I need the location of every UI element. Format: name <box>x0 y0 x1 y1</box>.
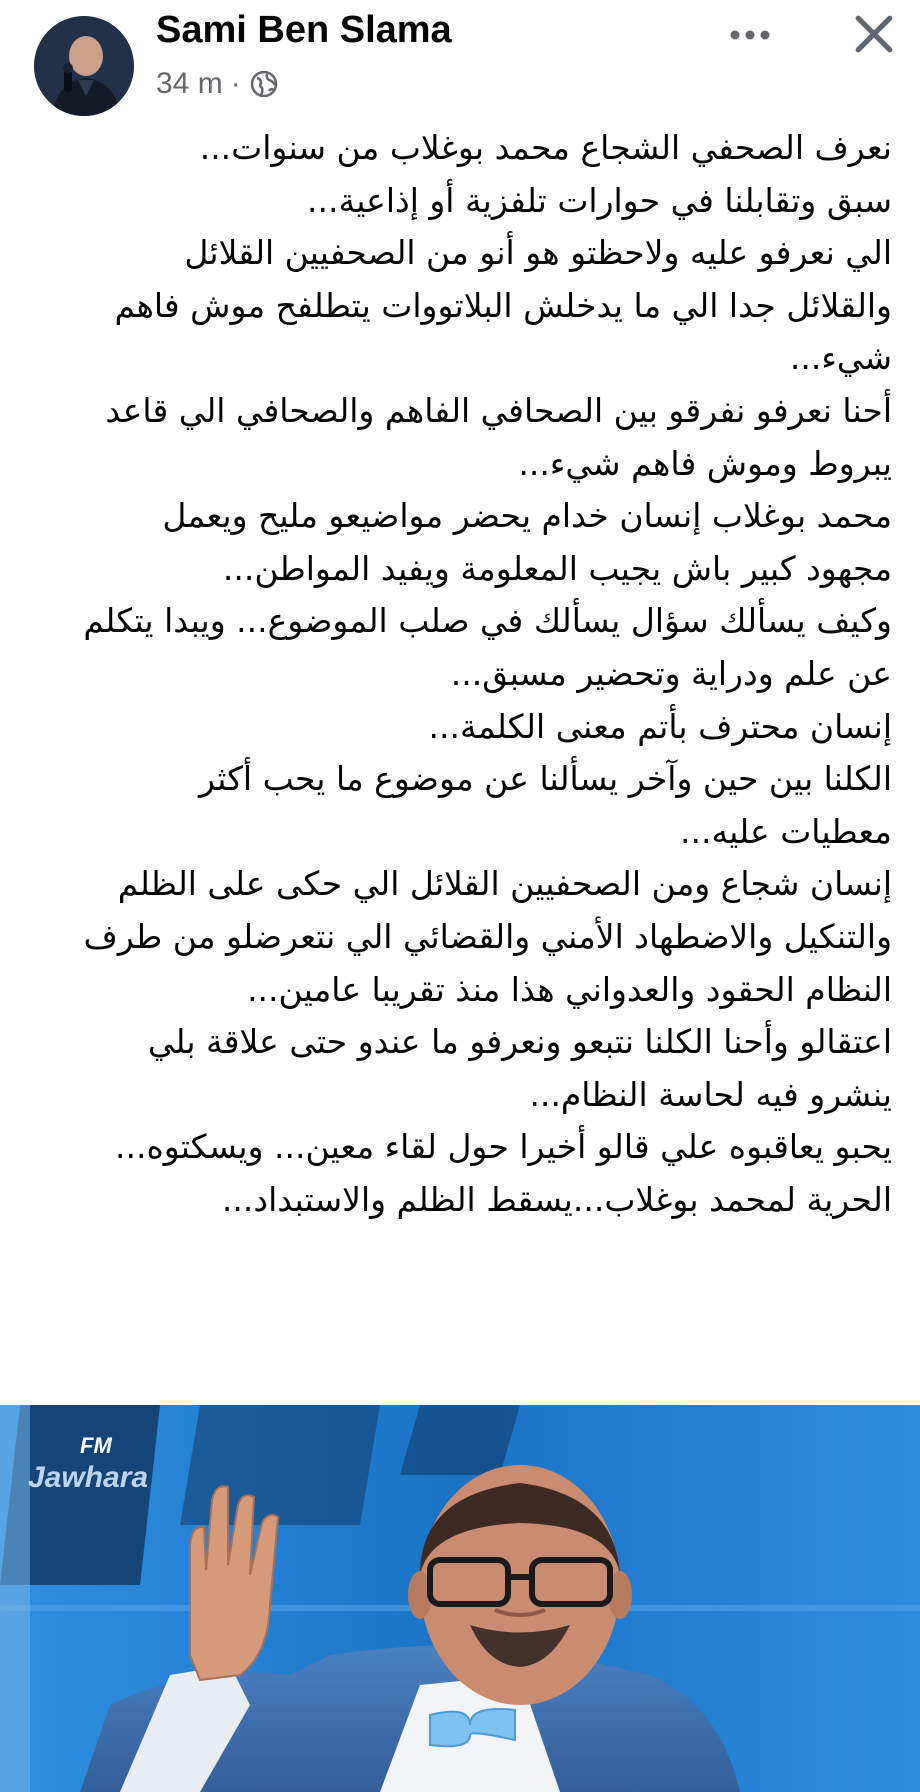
close-button[interactable] <box>844 4 904 64</box>
post-line: الحرية لمحمد بوغلاب...يسقط الظلم والاستبداد... <box>221 1179 892 1219</box>
post-line: شيء... <box>789 338 892 378</box>
more-options-button[interactable] <box>720 10 780 60</box>
post-line: سبق وتقابلنا في حوارات تلفزية أو إذاعية... <box>307 180 892 220</box>
post-photo[interactable] <box>0 1405 920 1792</box>
post-line: النظام الحقود والعدواني هذا منذ تقريبا عامين... <box>247 969 892 1009</box>
post-line: مجهود كبير باش يجيب المعلومة ويفيد المواطن... <box>222 548 892 588</box>
post-line: الي نعرفو عليه ولاحظتو هو أنو من الصحفيين القلائل <box>184 233 892 273</box>
post-header <box>0 0 920 120</box>
close-icon <box>853 13 895 55</box>
post-line: يحبو يعاقبوه علي قالو أخيرا حول لقاء معين... ويسكتوه... <box>114 1127 892 1167</box>
post-line: اعتقالو وأحنا الكلنا نتبعو ونعرفو ما عندو حتى علاقة بلي <box>147 1022 892 1062</box>
post-line: محمد بوغلاب إنسان خدام يحضر مواضيعو مليح ويعمل <box>162 496 892 536</box>
meta-separator: · <box>230 67 241 100</box>
watermark-fm: FM <box>80 1433 112 1458</box>
post-line: إنسان محترف بأتم معنى الكلمة... <box>428 706 892 746</box>
post-timestamp[interactable]: 34 m <box>156 67 223 100</box>
post-line: أحنا نعرفو نفرقو بين الصحافي الفاهم والصحافي الي قاعد <box>105 390 892 430</box>
globe-icon[interactable] <box>249 69 279 99</box>
post-line: وكيف يسألك سؤال يسألك في صلب الموضوع... ويبدا يتكلم <box>83 601 892 641</box>
post-line: معطيات عليه... <box>680 811 892 851</box>
post-line: يبروط وموش فاهم شيء... <box>518 443 892 483</box>
author-name[interactable]: Sami Ben Slama <box>156 9 452 51</box>
post-line: إنسان شجاع ومن الصحفيين القلائل الي حكى على الظلم <box>117 864 892 904</box>
author-avatar[interactable] <box>34 16 134 116</box>
photo-illustration <box>0 1405 920 1792</box>
post-line: والتنكيل والاضطهاد الأمني والقضائي الي نتعرضلو من طرف <box>83 916 892 956</box>
post-meta <box>156 64 279 104</box>
avatar-portrait <box>34 16 134 116</box>
post-line: عن علم ودراية وتحضير مسبق... <box>450 653 892 693</box>
watermark-jawhara: Jawhara <box>28 1461 149 1494</box>
post-line: ينشرو فيه لحاسة النظام... <box>529 1074 892 1114</box>
post-line: نعرف الصحفي الشجاع محمد بوغلاب من سنوات... <box>199 128 892 167</box>
post-text <box>30 122 892 1226</box>
post-line: والقلائل جدا الي ما يدخلش البلاتووات يتطلفح موش فاهم <box>114 285 892 325</box>
more-dots-icon <box>720 25 780 45</box>
post-line: الكلنا بين حين وآخر يسألنا عن موضوع ما يحب أكثر <box>199 759 892 799</box>
